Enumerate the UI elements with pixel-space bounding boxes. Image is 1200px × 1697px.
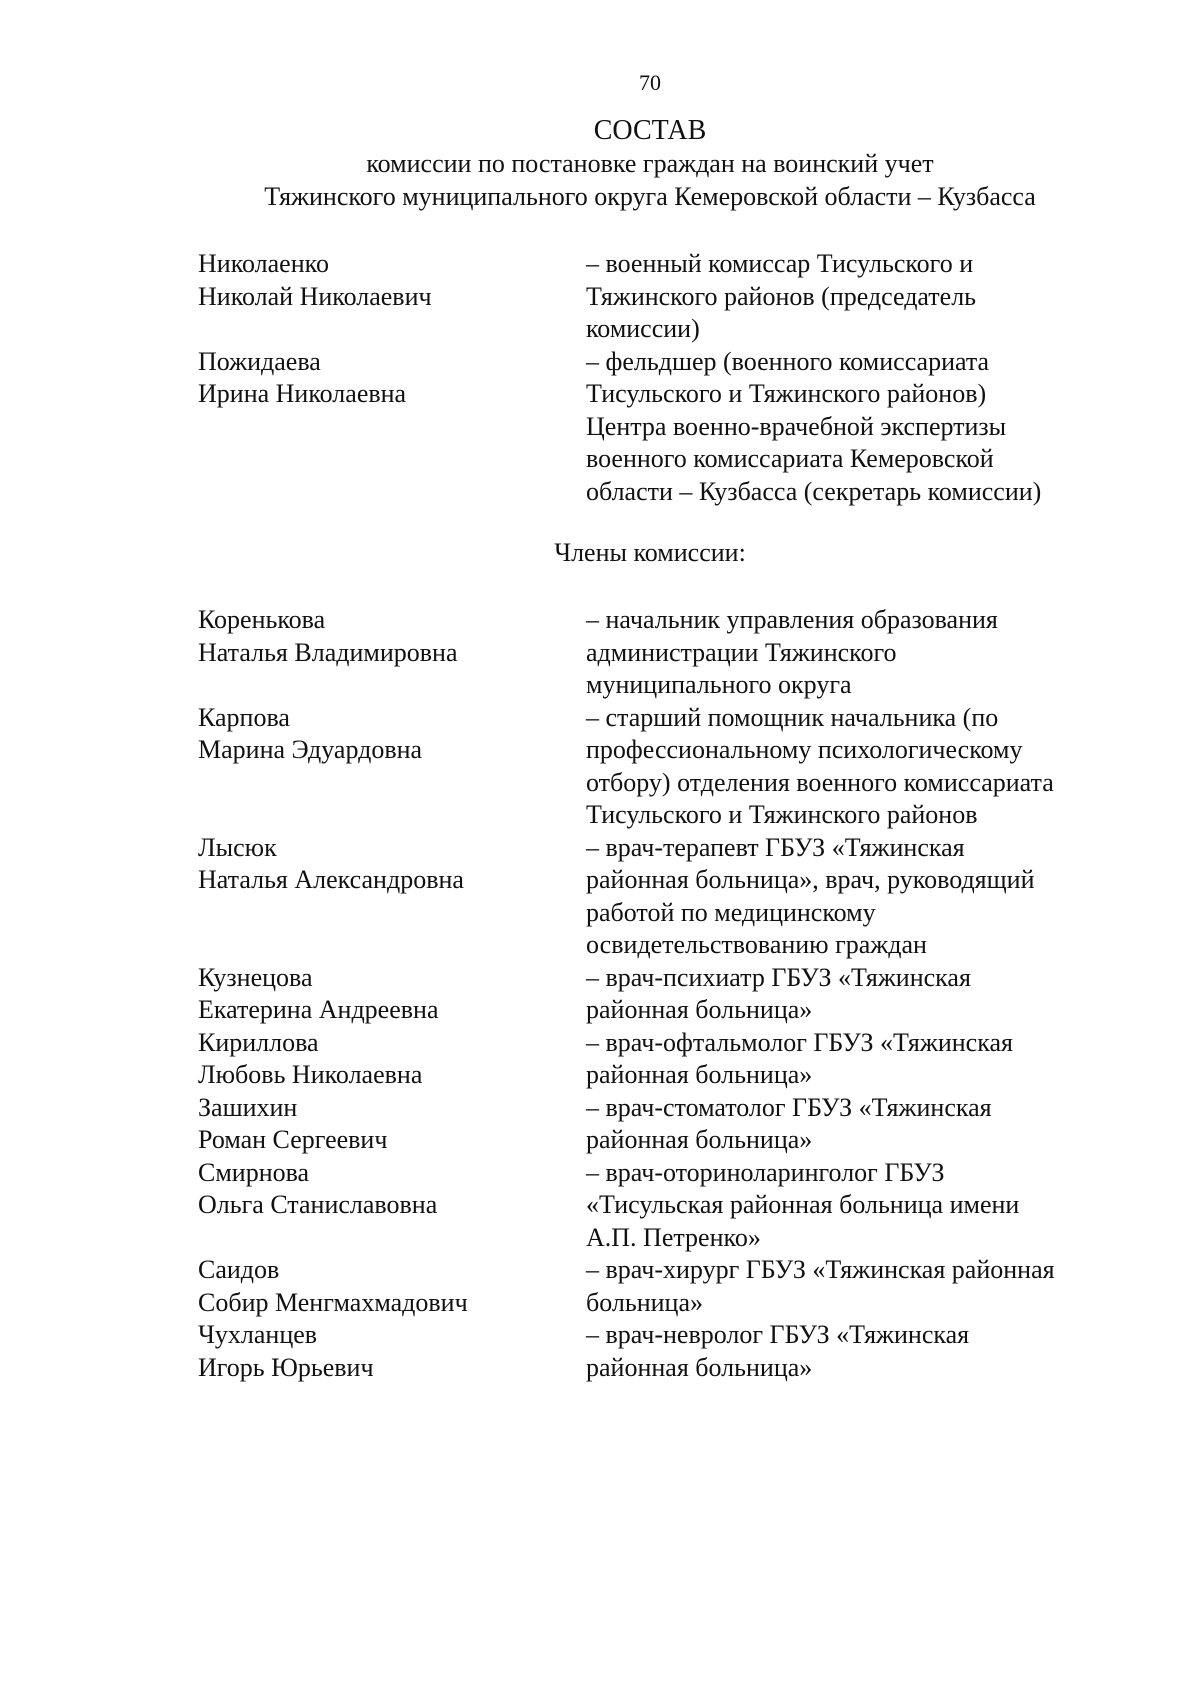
role-line: – врач-стоматолог ГБУЗ «Тяжинская [586, 1092, 992, 1122]
role-line: администрации Тяжинского [586, 637, 897, 667]
surname: Смирнова [198, 1157, 310, 1187]
surname: Саидов [198, 1255, 280, 1284]
given-names: Любовь Николаевна [198, 1060, 423, 1089]
given-names: Роман Сергеевич [198, 1125, 388, 1154]
surname: Коренькова [198, 605, 326, 634]
member-name [198, 1254, 586, 1319]
leadership-list [198, 248, 1128, 508]
role-line: районная больница» [586, 1060, 813, 1089]
member-entry [198, 1319, 1128, 1384]
member-role [586, 604, 1126, 702]
given-names: Игорь Юрьевич [198, 1352, 374, 1382]
role-line: – врач-офтальмолог ГБУЗ «Тяжинская [586, 1027, 1013, 1057]
member-name [198, 1092, 586, 1157]
role-line: комиссии) [586, 314, 700, 343]
member-role [586, 1157, 1126, 1255]
member-role [586, 248, 1126, 346]
given-names: Собир Менгмахмадович [198, 1287, 468, 1317]
leadership-entry [198, 346, 1128, 509]
given-names: Наталья Владимировна [198, 637, 458, 667]
role-line: – врач-психиатр ГБУЗ «Тяжинская [586, 962, 971, 992]
role-line: Тяжинского районов (председатель [586, 281, 977, 311]
given-names: Ольга Станиславовна [198, 1190, 438, 1219]
role-line: военного комиссариата Кемеровской [586, 444, 994, 473]
surname: Карпова [198, 702, 290, 732]
role-line: Тисульского и Тяжинского районов [586, 800, 978, 829]
member-name [198, 962, 586, 1027]
member-role [586, 1254, 1126, 1319]
member-role [586, 1092, 1126, 1157]
given-names: Ирина Николаевна [198, 379, 407, 408]
member-name [198, 1319, 586, 1384]
role-line: районная больница» [586, 1352, 813, 1382]
member-role [586, 832, 1126, 962]
leadership-entry [198, 248, 1128, 346]
members-heading: Члены комиссии: [554, 538, 746, 567]
member-name [198, 248, 586, 346]
role-line: – военный комиссар Тисульского и [586, 249, 974, 278]
member-entry [198, 1092, 1128, 1157]
role-line: освидетельствованию граждан [586, 930, 927, 959]
member-entry [198, 1027, 1128, 1092]
given-names: Наталья Александровна [198, 865, 464, 894]
given-names: Марина Эдуардовна [198, 735, 423, 764]
role-line: области – Кузбасса (секретарь комиссии) [586, 476, 1042, 506]
member-role [586, 702, 1126, 832]
role-line: – врач-хирург ГБУЗ «Тяжинская районная [586, 1255, 1055, 1284]
given-names: Екатерина Андреевна [198, 995, 439, 1024]
member-role [586, 1319, 1126, 1384]
given-names: Николай Николаевич [198, 281, 432, 311]
member-name [198, 604, 586, 702]
role-line: – старший помощник начальника (по [586, 702, 999, 732]
surname: Зашихин [198, 1092, 298, 1122]
surname: Кузнецова [198, 962, 313, 992]
role-line: районная больница» [586, 1125, 813, 1154]
role-line: – фельдшер (военного комиссариата [586, 346, 990, 376]
role-line: муниципального округа [586, 670, 852, 699]
member-name [198, 1157, 586, 1255]
document-subtitle-line-2: Тяжинского муниципального округа Кемеровской области – Кузбасса [264, 182, 1036, 211]
document-subtitle-line-1: комиссии по постановке граждан на воинский учет [366, 149, 934, 178]
role-line: больница» [586, 1287, 703, 1317]
member-role [586, 1027, 1126, 1092]
member-role [586, 962, 1126, 1027]
member-entry [198, 962, 1128, 1027]
role-line: Тисульского и Тяжинского районов) [586, 379, 987, 408]
role-line: «Тисульская районная больница имени [586, 1190, 1020, 1219]
surname: Пожидаева [198, 346, 321, 376]
member-entry [198, 702, 1128, 832]
role-line: профессиональному психологическому [586, 735, 1023, 764]
member-entry [198, 604, 1128, 702]
members-list [198, 604, 1128, 1384]
role-line: – врач-оториноларинголог ГБУЗ [586, 1157, 945, 1187]
member-entry [198, 832, 1128, 962]
surname: Николаенко [198, 249, 329, 278]
role-line: – начальник управления образования [586, 605, 998, 634]
page-number: 70 [639, 70, 661, 95]
role-line: А.П. Петренко» [586, 1222, 761, 1252]
role-line: районная больница» [586, 995, 813, 1024]
role-line: Центра военно-врачебной экспертизы [586, 411, 1007, 441]
member-entry [198, 1157, 1128, 1255]
surname: Кириллова [198, 1027, 319, 1057]
surname: Чухланцев [198, 1320, 318, 1349]
role-line: районная больница», врач, руководящий [586, 865, 1035, 894]
document-title: СОСТАВ [593, 115, 707, 146]
role-line: – врач-невролог ГБУЗ «Тяжинская [586, 1320, 970, 1349]
role-line: – врач-терапевт ГБУЗ «Тяжинская [586, 832, 965, 862]
member-name [198, 832, 586, 962]
member-entry [198, 1254, 1128, 1319]
role-line: отбору) отделения военного комиссариата [586, 767, 1054, 797]
role-line: работой по медицинскому [586, 897, 876, 927]
member-name [198, 702, 586, 832]
member-name [198, 1027, 586, 1092]
member-role [586, 346, 1126, 509]
member-name [198, 346, 586, 509]
surname: Лысюк [198, 832, 277, 862]
